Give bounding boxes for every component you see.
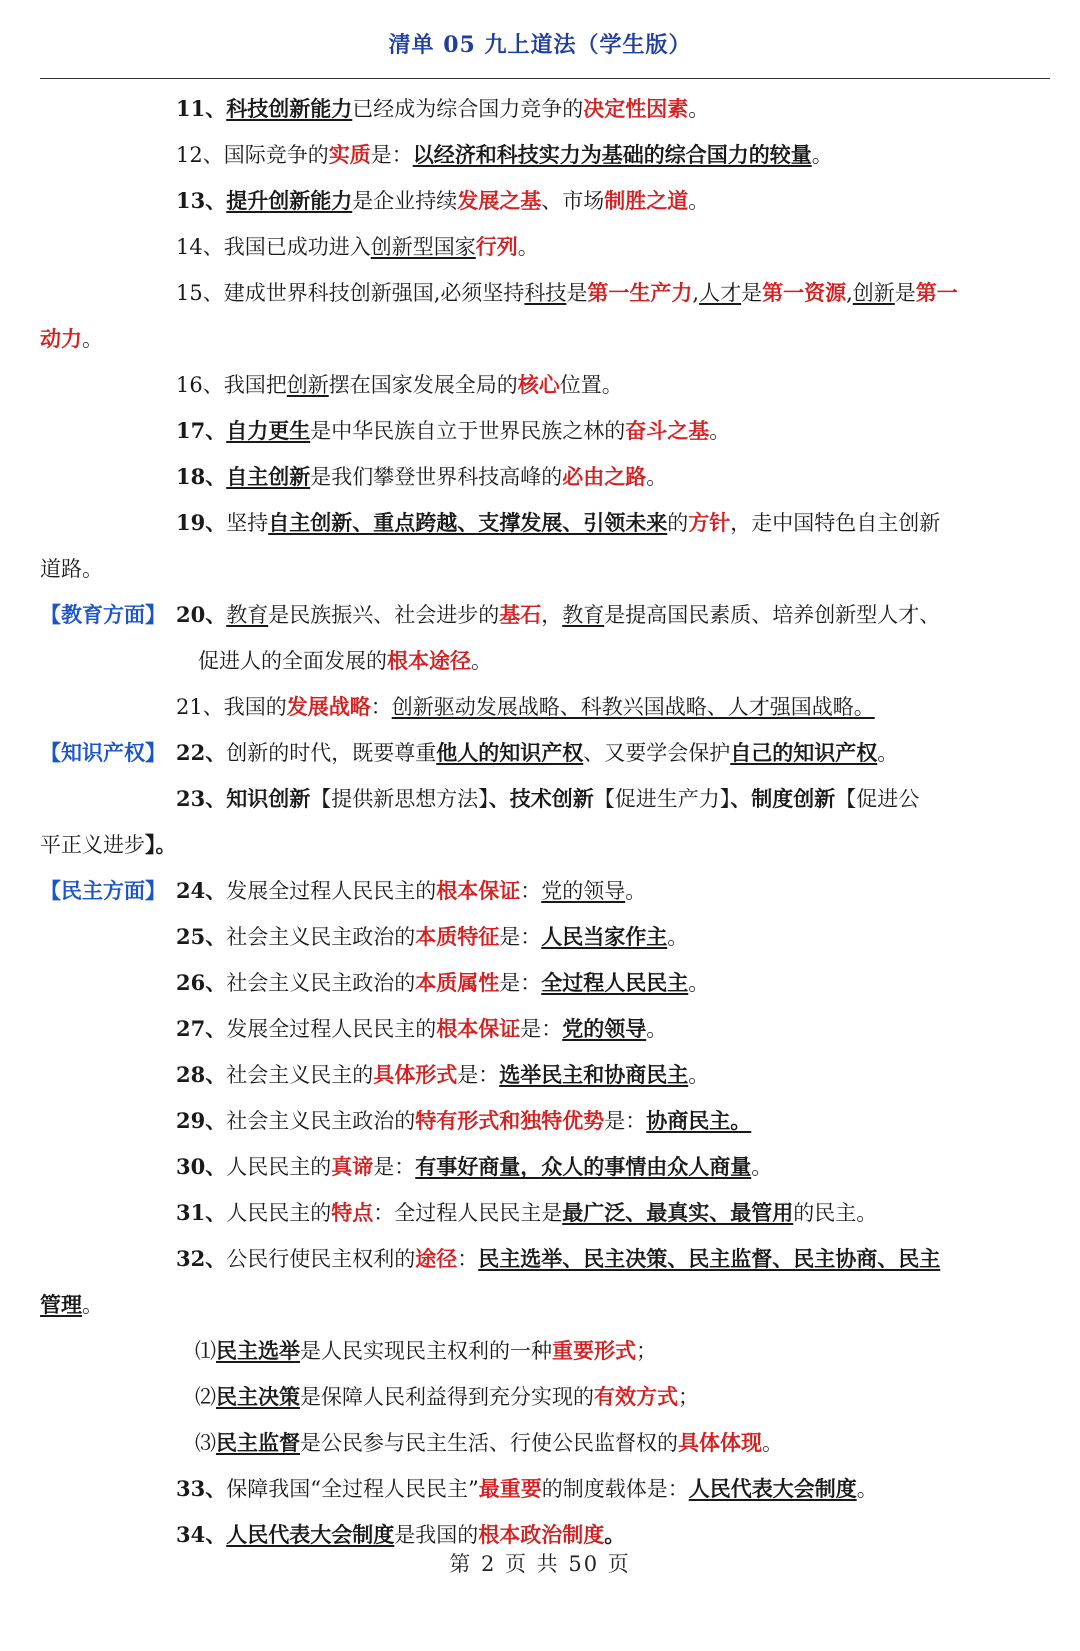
item-30: 30、人民民主的真谛是：有事好商量，众人的事情由众人商量。 (176, 1154, 773, 1179)
item-22: 【知识产权】 22、创新的时代，既要尊重他人的知识产权、又要学会保护自己的知识产权。 (40, 730, 1050, 776)
item-12: 12、国际竞争的实质是：以经济和科技实力为基础的综合国力的较量。 (176, 142, 833, 167)
item-32: 32、公民行使民主权利的途径：民主选举、民主决策、民主监督、民主协商、民主 (176, 1246, 941, 1271)
page-header-title: 清单 05 九上道法（学生版） (388, 32, 692, 58)
header-divider (40, 78, 1050, 79)
item-19: 19、坚持自主创新、重点跨越、支撑发展、引领未来的方针，走中国特色自主创新 (176, 510, 941, 535)
item-26: 26、社会主义民主政治的本质属性是：全过程人民民主。 (176, 970, 710, 995)
item-16: 16、我国把创新摆在国家发展全局的核心位置。 (176, 372, 623, 397)
page-footer: 第 2 页 共 50 页 (449, 1552, 631, 1576)
item-23-continued: 平正义进步】。 (40, 832, 177, 857)
item-29: 29、社会主义民主政治的特有形式和独特优势是：协商民主。 (176, 1108, 752, 1133)
sub-item-3: ⑶民主监督是公民参与民主生活、行使公民监督权的具体体现。 (195, 1430, 783, 1455)
item-20-continued: 促进人的全面发展的根本途径。 (198, 648, 492, 673)
section-tag-education: 【教育方面】 (40, 602, 166, 627)
item-19-continued: 道路。 (40, 557, 103, 581)
item-13: 13、提升创新能力是企业持续发展之基、市场制胜之道。 (176, 188, 710, 213)
sub-item-1: ⑴民主选举是人民实现民主权利的一种重要形式； (195, 1338, 657, 1363)
section-tag-ip: 【知识产权】 (40, 740, 166, 765)
item-15-continued: 动力。 (40, 326, 103, 351)
item-24: 【民主方面】 24、发展全过程人民民主的根本保证：党的领导。 (40, 868, 1050, 914)
document-body (40, 86, 1050, 1558)
section-tag-democracy: 【民主方面】 (40, 878, 166, 903)
item-11: 11、科技创新能力已经成为综合国力竞争的决定性因素。 (176, 96, 710, 121)
item-27: 27、发展全过程人民民主的根本保证是：党的领导。 (176, 1016, 668, 1041)
sub-item-2: ⑵民主决策是保障人民利益得到充分实现的有效方式； (195, 1384, 699, 1409)
item-23: 23、知识创新【提供新思想方法】、技术创新【促进生产力】、制度创新【促进公 (176, 786, 920, 811)
item-17: 17、自力更生是中华民族自立于世界民族之林的奋斗之基。 (176, 418, 731, 443)
item-15: 15、建成世界科技创新强国,必须坚持科技是第一生产力,人才是第一资源,创新是第一 (176, 280, 958, 305)
item-21: 21、我国的发展战略：创新驱动发展战略、科教兴国战略、人才强国战略。 (176, 694, 875, 719)
item-34: 34、人民代表大会制度是我国的根本政治制度。 (176, 1522, 626, 1547)
item-28: 28、社会主义民主的具体形式是：选举民主和协商民主。 (176, 1062, 710, 1087)
item-20: 【教育方面】 20、教育是民族振兴、社会进步的基石，教育是提高国民素质、培养创新型人才、 (40, 592, 1050, 638)
item-18: 18、自主创新是我们攀登世界科技高峰的必由之路。 (176, 464, 668, 489)
item-32-continued: 管理。 (40, 1292, 103, 1317)
item-14: 14、我国已成功进入创新型国家行列。 (176, 234, 539, 259)
item-33: 33、保障我国“全过程人民民主”最重要的制度载体是：人民代表大会制度。 (176, 1476, 878, 1501)
item-25: 25、社会主义民主政治的本质特征是：人民当家作主。 (176, 924, 689, 949)
item-31: 31、人民民主的特点：全过程人民民主是最广泛、最真实、最管用的民主。 (176, 1200, 878, 1225)
